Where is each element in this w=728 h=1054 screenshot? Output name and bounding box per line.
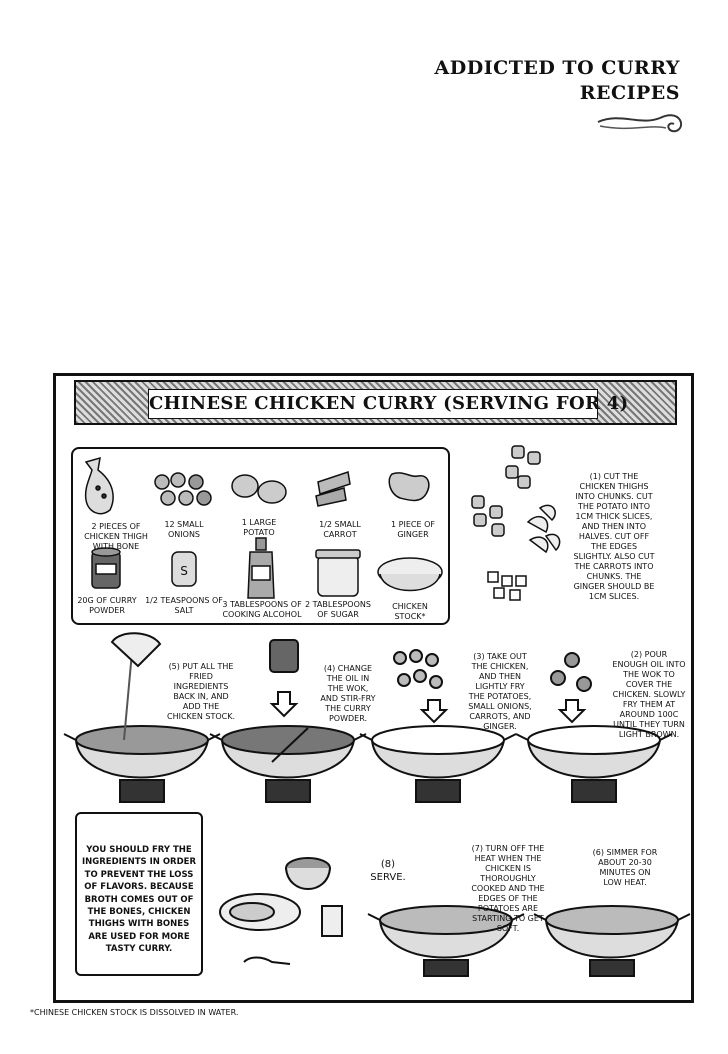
ginger-icon	[389, 473, 429, 501]
alcohol-bottle-icon	[248, 538, 274, 598]
ingredient-potato: 1 LARGE POTATO	[241, 518, 277, 537]
step-8-text: (8) SERVE.	[370, 859, 406, 883]
wok-step-6-icon	[534, 906, 690, 976]
water-glass-icon	[322, 906, 342, 936]
step-6-text: (6) SIMMER FOR ABOUT 20-30 MINUTES ON LOW HEAT.	[592, 848, 658, 887]
step-1-text: (1) CUT THE CHICKEN THIGHS INTO CHUNKS. CUT THE POTATO INTO 1CM THICK SLICES, AND THEN INTO HALVES. CUT OFF THE EDGES SLIGHTLY. ALSO CUT THE CARROTS INTO CHUNKS. THE GINGER SHOULD BE 1CM SLICES.	[573, 472, 655, 601]
stock-bowl-icon	[378, 558, 442, 591]
step-3-text: (3) TAKE OUT THE CHICKEN, AND THEN LIGHTLY FRY THE POTATOES, SMALL ONIONS, CARROTS, AND GINGER.	[468, 652, 532, 731]
salt-shaker-icon	[172, 552, 196, 586]
footnote: *CHINESE CHICKEN STOCK IS DISSOLVED IN WATER.	[30, 1008, 239, 1017]
onions-icon	[155, 473, 211, 505]
step-5-text: (5) PUT ALL THE FRIED INGREDIENTS BACK IN, AND ADD THE CHICKEN STOCK.	[166, 662, 235, 721]
potato-icon	[232, 475, 286, 503]
ingredient-curry-powder: 20G OF CURRY POWDER	[77, 596, 137, 615]
ingredient-alcohol: 3 TABLESPOONS OF COOKING ALCOHOL	[222, 600, 302, 619]
ingredient-stock: CHICKEN STOCK*	[392, 602, 428, 621]
step-2-text: (2) POUR ENOUGH OIL INTO THE WOK TO COVER THE CHICKEN. SLOWLY FRY THEM AT AROUND 100C UNTIL THEY TURN LIGHT BROWN.	[612, 650, 686, 739]
ingredient-carrot: 1/2 SMALL CARROT	[319, 520, 361, 539]
step-4-text: (4) CHANGE THE OIL IN THE WOK, AND STIR-FRY THE CURRY POWDER.	[320, 664, 376, 723]
ingredient-salt: 1/2 TEASPOONS OF SALT	[145, 596, 223, 615]
cut-ingredients-icon	[472, 446, 560, 600]
ingredient-chicken: 2 PIECES OF CHICKEN THIGH WITH BONE	[84, 522, 148, 551]
tip-text: YOU SHOULD FRY THE INGREDIENTS IN ORDER TO PREVENT THE LOSS OF FLAVORS. BECAUSE BROTH COMES OUT OF THE BONES, CHICKEN THIGHS WITH BONES ARE USED FOR MORE TASTY CURRY.	[81, 845, 197, 955]
curry-plate-icon	[220, 894, 300, 964]
step-7-text: (7) TURN OFF THE HEAT WHEN THE CHICKEN IS THOROUGHLY COOKED AND THE EDGES OF THE POTATOES ARE STARTING TO GET SOFT.	[471, 844, 545, 933]
ingredient-sugar: 2 TABLESPOONS OF SUGAR	[305, 600, 371, 619]
chicken-thigh-icon	[86, 458, 114, 514]
svg-text:S: S	[180, 564, 188, 578]
header-line-2: RECIPES	[579, 82, 680, 104]
sugar-jar-icon	[316, 550, 360, 596]
carrot-icon	[316, 472, 350, 506]
header-line-1: ADDICTED TO CURRY	[434, 57, 680, 79]
curry-bowl-icon	[286, 858, 330, 889]
curry-powder-can-icon	[92, 548, 120, 588]
recipe-title: CHINESE CHICKEN CURRY (SERVING FOR 4)	[148, 389, 598, 419]
ingredient-ginger: 1 PIECE OF GINGER	[391, 520, 435, 539]
ingredient-onions: 12 SMALL ONIONS	[164, 520, 204, 539]
